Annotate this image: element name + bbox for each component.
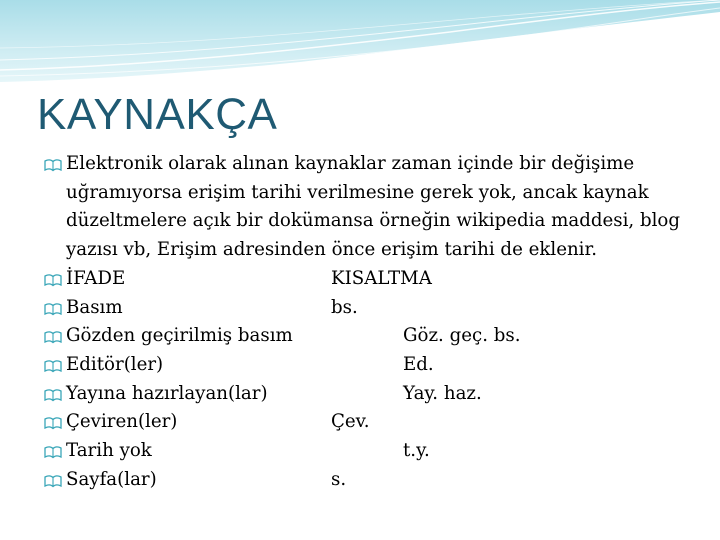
term-text: Sayfa(lar) bbox=[66, 468, 157, 490]
book-bullet-icon bbox=[44, 158, 62, 172]
content-list bbox=[44, 150, 704, 494]
book-bullet-icon bbox=[44, 416, 62, 430]
page-title: KAYNAKÇA bbox=[37, 90, 278, 139]
abbreviation-text: s. bbox=[331, 468, 347, 490]
book-bullet-icon bbox=[44, 388, 62, 402]
book-bullet-icon bbox=[44, 359, 62, 373]
abbreviation-text: Göz. geç. bs. bbox=[403, 325, 521, 347]
term-text: Editör(ler) bbox=[66, 353, 164, 375]
term-text: Gözden geçirilmiş basım bbox=[66, 325, 293, 347]
list-item bbox=[44, 351, 704, 380]
term-text: Çeviren(ler) bbox=[66, 411, 178, 433]
book-bullet-icon bbox=[44, 302, 62, 316]
header-decoration bbox=[0, 0, 720, 82]
book-bullet-icon bbox=[44, 330, 62, 344]
book-bullet-icon bbox=[44, 445, 62, 459]
list-item bbox=[44, 322, 704, 351]
abbreviation-text: Çev. bbox=[331, 411, 370, 433]
abbreviation-text: t.y. bbox=[403, 439, 430, 461]
book-bullet-icon bbox=[44, 273, 62, 287]
abbreviation-text: Yay. haz. bbox=[403, 382, 482, 404]
list-item bbox=[44, 294, 704, 323]
list-item bbox=[44, 265, 704, 294]
list-item bbox=[44, 408, 704, 437]
term-text: Tarih yok bbox=[66, 439, 152, 461]
abbreviation-text: bs. bbox=[331, 296, 358, 318]
abbreviation-text: Ed. bbox=[403, 353, 434, 375]
abbreviation-text: KISALTMA bbox=[331, 267, 432, 289]
term-text: İFADE bbox=[66, 267, 126, 289]
list-item bbox=[44, 437, 704, 466]
book-bullet-icon bbox=[44, 474, 62, 488]
term-text: Basım bbox=[66, 296, 123, 318]
intro-text: Elektronik olarak alınan kaynaklar zaman içinde bir değişime uğramıyorsa erişim tarihi verilmesine gerek yok, ancak kaynak düzeltmelere açık bir dokümansa örneğin wikipedia maddesi, blog yazısı vb, Erişim adresinden önce erişim tarihi de eklenir. bbox=[66, 153, 681, 261]
intro-paragraph bbox=[44, 150, 704, 265]
list-item bbox=[44, 466, 704, 495]
term-text: Yayına hazırlayan(lar) bbox=[66, 382, 268, 404]
list-item bbox=[44, 380, 704, 409]
